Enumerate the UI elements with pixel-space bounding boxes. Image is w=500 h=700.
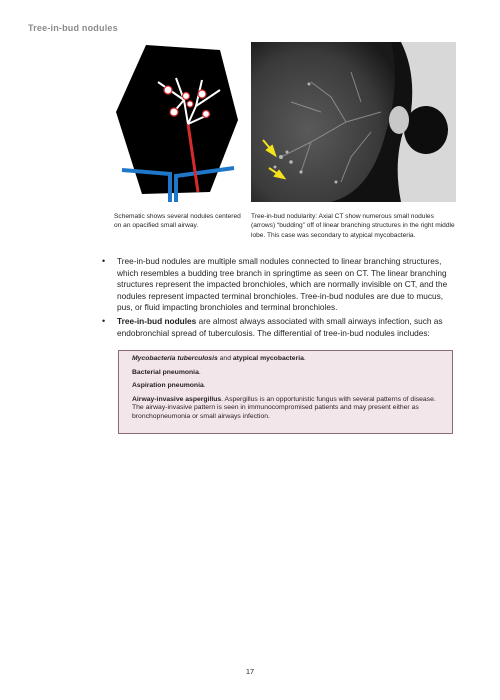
page-number: 17 [245, 667, 255, 676]
differential-item: Airway-invasive aspergillus. Aspergillus is an opportunistic fungus with several patterns of disease. The airway-invasive pattern is seen in immunocompromised patients and may present either as bronchopneumonia or small airways infection. [132, 395, 436, 420]
bullet-dot-icon: • [102, 256, 106, 266]
bullet-list [100, 256, 460, 341]
bullet-dot-icon: • [102, 315, 106, 326]
bullet-text: Tree-in-bud nodules are multiple small nodules connected to linear branching structures, which resembles a budding tree branch in springtime as seen on CT. The linear branching structures represent the impacted bronchioles, which are normally invisible on CT, and the nodules represent impacted terminal bronchioles. Tree-in-bud nodules are due to mucus, pus, or fluid impacting bronchioles and terminal bronchioles. [117, 256, 448, 313]
axial-ct-image [251, 42, 456, 202]
ct-caption: Tree-in-bud nodularity: Axial CT show numerous small nodules (arrows) “budding” off of linear branching structures in the right middle lobe. This case was secondary to atypical mycobacteria. [251, 213, 455, 239]
schematic-illustration [112, 42, 242, 202]
differential-item: Aspiration pneumonia. [132, 382, 206, 390]
differential-box [118, 350, 453, 434]
section-title: Tree-in-bud nodules [28, 23, 118, 33]
bullet-item [100, 316, 460, 339]
bullet-item [100, 256, 460, 314]
differential-item: Mycobacteria tuberculosis and atypical mycobacteria. [132, 355, 306, 362]
differential-item: Bacterial pneumonia. [132, 368, 201, 376]
bullet-bold-lead: Tree-in-bud nodules [117, 315, 197, 326]
bullet-text: are almost always associated with small airways infection, such as endobronchial spread of tuberculosis. The differential of tree-in-bud nodules includes: [117, 315, 443, 338]
schematic-caption: Schematic shows several nodules centered on an opacified small airway. [114, 213, 241, 230]
